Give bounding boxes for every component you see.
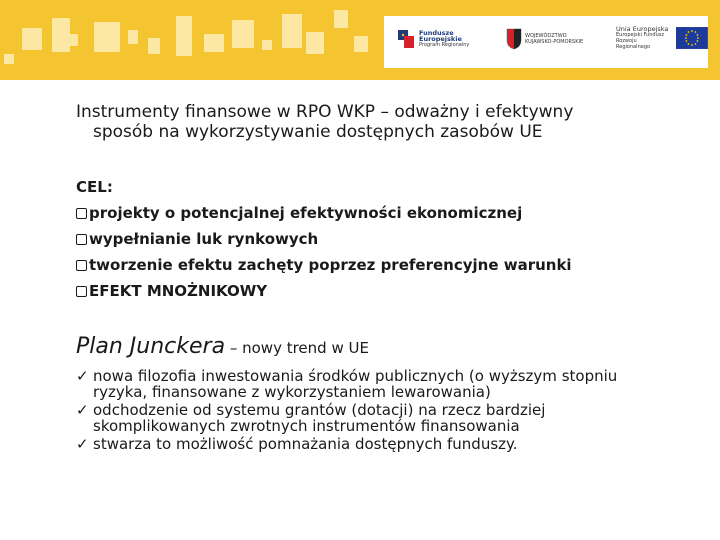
checkmark-icon: ✓ [76,401,89,419]
list-item-text: odchodzenie od systemu grantów (dotacji) na rzecz bardziej [93,401,546,419]
check-list [76,368,696,454]
list-item [76,278,696,304]
plan-name: Plan Junckera [76,334,226,359]
plan-subtitle: – nowy trend w UE [225,339,369,357]
square-bullet-icon [76,208,87,219]
square-bullet-icon [76,286,87,297]
list-item [76,200,696,226]
list-item [76,226,696,252]
title-line: Instrumenty finansowe w RPO WKP – odważny i efektywny [76,102,574,122]
list-item-text: tworzenie efektu zachęty poprzez preferencyjne warunki [89,256,572,274]
list-item [76,402,696,434]
logo-text: Unia Europejska [616,25,669,33]
logo-text: KUJAWSKO-POMORSKIE [525,39,584,45]
logo-text: Fundusze [419,29,454,37]
list-item-text: projekty o potencjalnej efektywności ekonomicznej [89,204,523,222]
list-item-text: skomplikowanych zwrotnych instrumentów finansowania [93,417,520,435]
square-bullet-icon [76,234,87,245]
list-item-text: wypełnianie luk rynkowych [89,230,319,248]
square-bullet-icon [76,260,87,271]
logo-text: Europejskie [419,35,462,43]
logo-text: Europejski Fundusz [616,32,664,38]
logo-text: Program Regionalny [419,42,470,48]
list-item [76,436,696,452]
goals-list [76,174,696,304]
checkmark-icon: ✓ [76,435,89,453]
goals-label: CEL: [76,178,113,196]
list-item [76,252,696,278]
logo-text: WOJEWÓDZTWO [525,33,567,39]
list-item-text: stwarza to możliwość pomnażania dostępnych funduszy. [93,435,518,453]
list-item-text: EFEKT MNOŻNIKOWY [89,282,268,300]
plan-heading [76,334,696,359]
checkmark-icon: ✓ [76,367,89,385]
title-line: sposób na wykorzystywanie dostępnych zasobów UE [93,122,543,142]
list-item-text: nowa filozofia inwestowania środków publicznych (o wyższym stopniu [93,367,618,385]
list-item [76,368,696,400]
logo-text: Rozwoju Regionalnego [616,38,651,50]
slide-title [76,102,696,142]
list-item-text: ryzyka, finansowane z wykorzystaniem lewarowania) [93,383,491,401]
